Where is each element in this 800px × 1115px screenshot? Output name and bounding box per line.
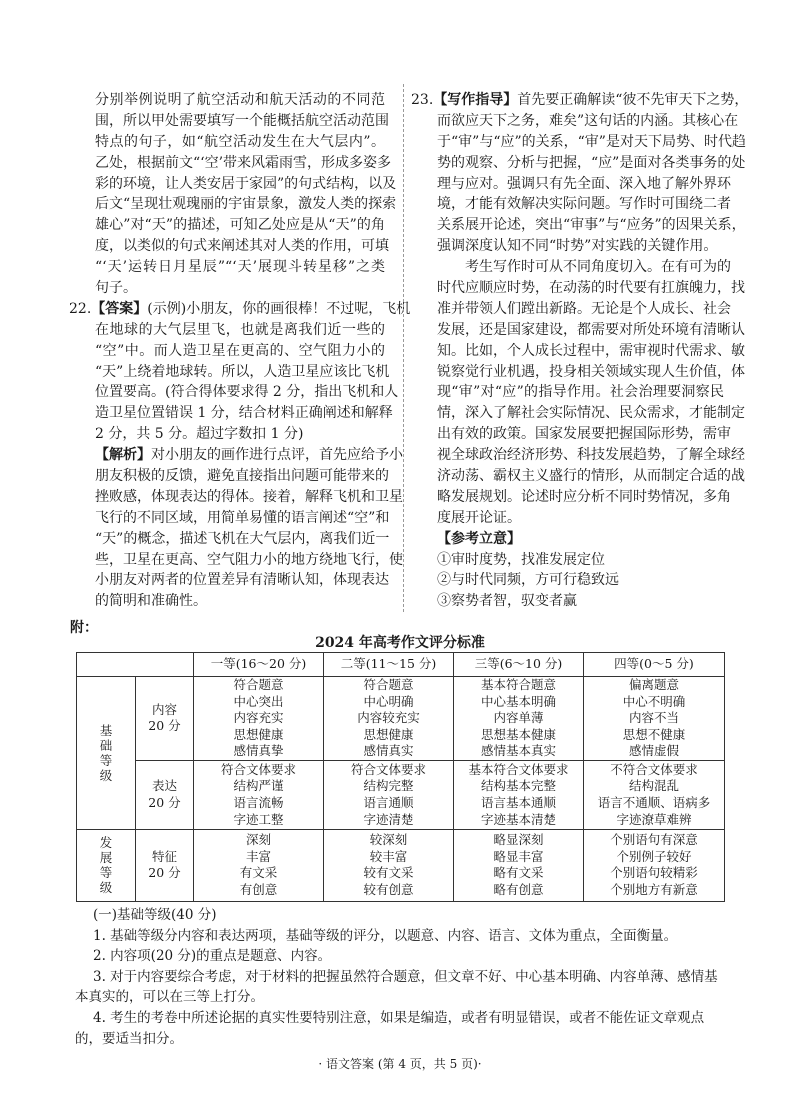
criterion: 语言流畅 (233, 794, 284, 810)
criterion: 较丰富 (369, 848, 408, 864)
text-line: 乙处，根据前文“‘空’带来风霜雨雪，形成多姿多 (95, 154, 392, 171)
text-line: 而欲应天下之务，难矣”这句话的内涵。其核心在 (437, 112, 739, 129)
item-score: 20 分 (148, 718, 181, 734)
text-line: 句子。 (95, 280, 137, 297)
criterion: 不符合文体要求 (610, 761, 698, 777)
criterion: 字迹清楚 (363, 811, 414, 827)
criterion: 感情真挚 (233, 743, 284, 759)
section-marker: 【解析】 (95, 447, 151, 464)
criterion: 内容较充实 (357, 710, 420, 726)
text-line: 视全球政治经济形势、科技发展趋势，了解全球经 (437, 447, 745, 464)
criterion: 深刻 (245, 832, 271, 848)
criterion: 结构基本完整 (480, 778, 556, 794)
paragraph (437, 529, 724, 613)
paragraph (95, 445, 403, 612)
text-line: 理与应对。强调只有先全面、深入地了解外界环 (437, 175, 731, 192)
paragraph (411, 90, 749, 257)
item-label: 表达 (151, 778, 177, 794)
text-line: “天”上绕着地球转。所以，人造卫星应该比飞机 (95, 363, 390, 380)
criterion: 个别语句较精彩 (610, 865, 698, 881)
criterion: 有文采 (239, 865, 278, 881)
criterion: 感情基本真实 (480, 743, 556, 759)
criterion: 中心突出 (233, 693, 284, 709)
criterion: 语言不通顺、语病多 (597, 794, 711, 810)
text-line: 于“审”与“应”的关系，“审”是对天下局势、时代趋 (437, 133, 746, 150)
header-grade-4: 四等(0～5 分) (584, 653, 725, 677)
text-line: 22.【答案】(示例)小朋友，你的画很棒！不过呢，飞机 (69, 300, 411, 317)
text-line: 强调深度认知不同“时势”对实践的关键作用。 (437, 238, 718, 255)
paragraph (437, 257, 745, 529)
text-line: 23.【写作指导】首先要正确解读“彼不先审天下之势， (411, 92, 749, 108)
criterion: 字迹工整 (233, 811, 284, 827)
text-line: 略发展规划。论述时应分析不同时势情况，多角 (437, 488, 731, 505)
item-label: 内容 (151, 701, 177, 717)
criterion: 符合文体要求 (350, 761, 426, 777)
criterion: 个别语句有深意 (610, 832, 698, 848)
table-row (77, 829, 725, 901)
criterion: 结构严谨 (233, 778, 284, 794)
section-marker: 【参考立意】 (437, 530, 521, 547)
criterion: 丰富 (245, 848, 271, 864)
text-line: ①审时度势，找准发展定位 (437, 551, 605, 568)
text-line: 知。比如，个人成长过程中，需审视时代需求、敏 (437, 342, 745, 359)
criterion: 符合文体要求 (220, 761, 296, 777)
text-line (437, 529, 724, 550)
text-line: 出有效的政策。国家发展要把握国际形势，需审 (437, 426, 731, 443)
text-line: 时代应顺应时势，在动荡的时代要有扛旗魄力，找 (437, 280, 745, 297)
text-line: 的简明和准确性。 (95, 593, 207, 610)
criteria-cell (324, 760, 454, 829)
text-line: 情，深入了解社会实际情况、民众需求，才能制定 (437, 405, 745, 422)
criteria-cell (454, 829, 584, 901)
criterion: 偏离题意 (628, 677, 679, 692)
section-marker: 【写作指导】 (433, 92, 518, 108)
left-column (69, 90, 411, 612)
criteria-cell (584, 760, 725, 829)
text-line: “空”中。而人造卫星在更高的、空气阻力小的 (95, 342, 385, 359)
criterion: 略显丰富 (493, 848, 544, 864)
criterion: 思想不健康 (622, 726, 686, 742)
criterion: 较深刻 (369, 832, 408, 848)
note-paragraph: (一)基础等级(40 分) (93, 907, 217, 923)
text-line: 分别举例说明了航空活动和航天活动的不同范 (95, 92, 385, 108)
text-line: 飞行的不同区域，用简单易懂的语言阐述“空”和 (95, 509, 390, 526)
table-row (77, 760, 725, 829)
table-title: 2024 年高考作文评分标准 (315, 635, 485, 651)
criterion: 基本符合文体要求 (468, 761, 569, 777)
text-line: 朋友积极的反馈，避免直接指出问题可能带来的 (95, 468, 389, 485)
text-line: 度，以类似的句式来阐述其对人类的作用，可填 (95, 238, 389, 255)
criterion: 个别地方有新意 (610, 882, 698, 898)
criterion: 感情虚假 (628, 743, 679, 759)
criterion: 较有文采 (363, 865, 414, 881)
text-line: 些，卫星在更高、空气阻力小的地方绕地飞行，使 (95, 551, 403, 568)
text-line: 特点的句子，如“航空活动发生在大气层内”。 (95, 133, 385, 150)
text-line: “天”的概念，描述飞机在大气层内，离我们近一 (95, 530, 390, 547)
criteria-cell (584, 677, 725, 761)
text-line: 度展开论证。 (437, 509, 521, 526)
criteria-cell (194, 829, 324, 901)
criterion: 思想健康 (363, 726, 414, 742)
criterion: 语言通顺 (363, 794, 414, 810)
item-score: 20 分 (148, 794, 181, 810)
header-grade-2: 二等(11～15 分) (324, 653, 454, 677)
note-paragraph: 2. 内容项(20 分)的重点是题意、内容。 (93, 948, 332, 965)
text-line: 锐察觉行业机遇，投身相关领域实现人生价值，体 (437, 363, 745, 380)
criterion: 有创意 (239, 882, 278, 898)
criterion: 思想基本健康 (480, 726, 556, 742)
text-line: 发展，还是国家建设，都需要对所处环境有清晰认 (437, 321, 745, 338)
item-cell (136, 677, 194, 761)
text-line: 在地球的大气层里飞，也就是离我们近一些的 (95, 321, 385, 338)
grade-group-label: 发展等级 (99, 835, 113, 896)
paragraph (69, 299, 411, 445)
criterion: 中心基本明确 (480, 693, 556, 709)
note-paragraph: 4. 考生的考卷中所述论据的真实性要特别注意，如果是编造，或者有明显错误，或者不能佐证文章观点的，要适当扣分。 (75, 1009, 705, 1047)
item-cell (136, 760, 194, 829)
text-line: 后文“呈现壮观瑰丽的宇宙景象，激发人类的探索 (95, 196, 397, 213)
column-divider (403, 84, 404, 612)
text-line: 造卫星位置错误 1 分，结合材料正确阐述和解释 (95, 405, 393, 422)
criterion: 较有创意 (363, 882, 414, 898)
scoring-notes (75, 905, 725, 1049)
text-line: 现“审”对“应”的指导作用。社会治理要洞察民 (437, 384, 724, 401)
header-grade-3: 三等(6～10 分) (454, 653, 584, 677)
criterion: 基本符合题意 (480, 677, 556, 692)
page-footer: · 语文答案 (第 4 页，共 5 页)· (318, 1057, 482, 1071)
criterion: 思想健康 (233, 726, 284, 742)
note-paragraph: 1. 基础等级分内容和表达两项，基础等级的评分，以题意、内容、语言、文体为重点，全面衡量。 (93, 927, 678, 944)
criterion: 中心明确 (363, 693, 414, 709)
criteria-cell (454, 677, 584, 761)
note-paragraph: 3. 对于内容要综合考虑，对于材料的把握虽然符合题意，但文章不好、中心基本明确、内容单薄、感情基本真实的，可以在三等上打分。 (75, 968, 718, 1006)
text-line: ②与时代同频，方可行稳致远 (437, 572, 619, 589)
text-line: 【解析】对小朋友的画作进行点评，首先应给予小 (95, 447, 403, 464)
criteria-cell (454, 760, 584, 829)
text-line: 挫败感，体现表达的得体。接着，解释飞机和卫星 (95, 488, 403, 505)
criteria-cell (194, 677, 324, 761)
section-marker: 【答案】 (91, 300, 148, 317)
criteria-cell (194, 760, 324, 829)
criteria-cell (584, 829, 725, 901)
text-line: 位置要高。(符合得体要求得 2 分，指出飞机和人 (95, 384, 399, 401)
text-line: 准并带领人们蹚出新路。无论是个人成长、社会 (437, 300, 731, 317)
criterion: 符合题意 (363, 677, 414, 692)
grade-group-cell (77, 677, 136, 830)
text-line: 境，才能有效解决实际问题。写作时可围绕二者 (437, 196, 731, 213)
text-line: 考生写作时可从不同角度切入。在有可为的 (465, 259, 731, 276)
criterion: 内容不当 (628, 710, 679, 726)
text-line: 2 分，共 5 分。超过字数扣 1 分) (95, 426, 304, 443)
criterion: 字迹潦草难辨 (616, 811, 692, 827)
criterion: 感情真实 (363, 743, 414, 759)
criterion: 略有创意 (493, 882, 544, 898)
text-line: “‘天’运转日月星辰”“‘天’展现斗转星移”之类 (95, 259, 385, 276)
criterion: 字迹基本清楚 (480, 811, 556, 827)
criteria-cell (324, 677, 454, 761)
text-line: 小朋友对两者的位置差异有清晰认知，体现表达 (95, 572, 389, 589)
criterion: 结构混乱 (628, 778, 679, 794)
right-column (411, 90, 749, 612)
paragraph (95, 90, 397, 299)
grade-group-label: 基础等级 (99, 722, 113, 783)
text-line: 彩的环境，让人类安居于家园”的句式结构，以及 (95, 175, 397, 192)
criterion: 略显深刻 (493, 832, 544, 848)
criterion: 符合题意 (233, 677, 284, 692)
criterion: 语言基本通顺 (480, 794, 556, 810)
text-line: 势的观察、分析与把握，“应”是面对各类事务的处 (437, 154, 746, 171)
criterion: 中心不明确 (622, 693, 686, 709)
text-line: 关系展开论述，突出“审事”与“应务”的因果关系， (437, 217, 746, 234)
text-line: 围，所以甲处需要填写一个能概括航空活动范围 (95, 112, 389, 129)
criterion: 个别例子较好 (616, 848, 692, 864)
text-line: 济动荡、霸权主义盛行的情形，从而制定合适的战 (437, 468, 745, 485)
criterion: 内容充实 (233, 710, 284, 726)
text-line: ③察势者智，驭变者赢 (437, 593, 577, 610)
item-label: 特征 (151, 848, 177, 864)
criterion: 略有文采 (493, 865, 544, 881)
criteria-cell (324, 829, 454, 901)
header-blank (77, 653, 194, 677)
item-score: 20 分 (148, 865, 181, 881)
criterion: 结构完整 (363, 778, 414, 794)
appendix-label: 附： (70, 620, 98, 636)
table-header-row (77, 653, 725, 677)
criterion: 内容单薄 (493, 710, 544, 726)
table-row (77, 677, 725, 761)
text-line: 雄心”对“天”的描述，可知乙处应是从“天”的角 (95, 217, 385, 234)
scoring-table (76, 652, 725, 902)
header-grade-1: 一等(16～20 分) (194, 653, 324, 677)
grade-group-cell (77, 829, 136, 901)
item-cell (136, 829, 194, 901)
